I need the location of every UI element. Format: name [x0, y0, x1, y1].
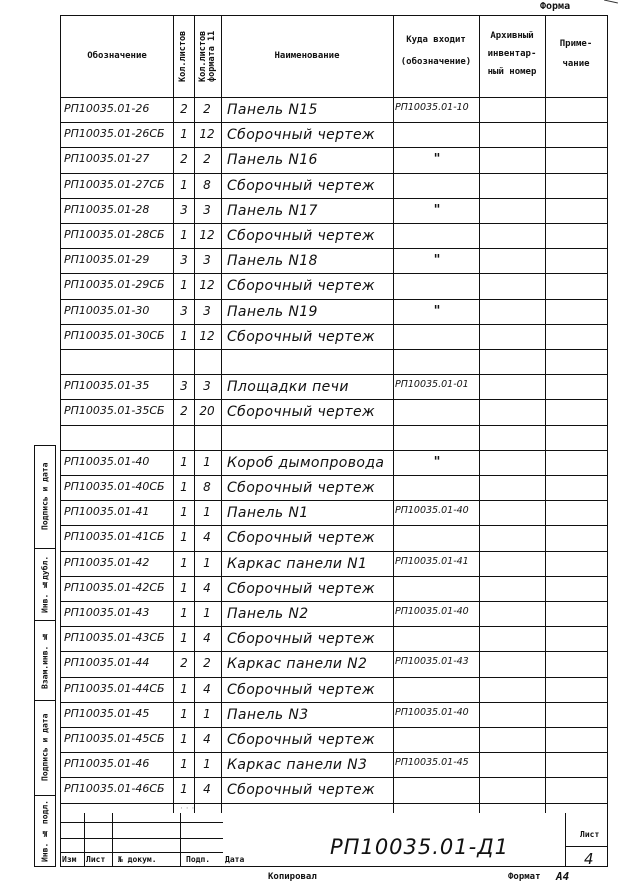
row-rule — [60, 349, 608, 350]
row-designation: РП10035.01-27СБ — [64, 177, 165, 191]
row-where-used: РП10035.01-10 — [395, 102, 469, 113]
row-sheets-count: 1 — [180, 505, 188, 520]
tb-rule — [565, 846, 608, 847]
side-rule — [34, 620, 56, 621]
row-sheets-format: 12 — [199, 328, 215, 343]
row-sheets-count: 3 — [180, 202, 188, 217]
row-designation: РП10035.01-30 — [64, 303, 150, 317]
row-where-used: РП10035.01-01 — [395, 379, 469, 391]
row-sheets-count: 3 — [180, 379, 188, 394]
row-sheets-format: 3 — [203, 253, 211, 268]
row-rule — [60, 626, 608, 627]
row-sheets-format: 3 — [203, 202, 211, 217]
col-divider — [479, 15, 480, 813]
row-name: Сборочный чертеж — [227, 530, 376, 547]
row-designation: РП10035.01-40СБ — [64, 480, 165, 493]
row-sheets-format: 2 — [203, 656, 211, 671]
row-name: Каркас панели N2 — [227, 656, 368, 673]
row-designation: РП10035.01-45СБ — [64, 732, 165, 745]
tb-divider — [180, 813, 181, 867]
row-sheets-format: 3 — [203, 303, 211, 318]
header-name: Наименование — [274, 50, 340, 61]
header-note-2: чание — [562, 58, 590, 69]
side-label: Подпись и дата — [40, 462, 50, 530]
header-sheets-format: Кол.листов формата 11 — [198, 30, 217, 82]
row-name: Сборочный чертеж — [227, 127, 376, 144]
row-sheets-count: 1 — [180, 328, 188, 343]
row-designation: РП10035.01-44СБ — [64, 681, 165, 695]
row-rule — [60, 425, 608, 426]
row-rule — [60, 576, 608, 577]
row-name: Сборочный чертеж — [227, 732, 376, 748]
tb-date: Дата — [225, 855, 245, 864]
row-where-used: РП10035.01-40 — [395, 606, 469, 617]
tb-list: Лист — [86, 855, 106, 864]
row-sheets-count: 1 — [180, 127, 188, 142]
row-rule — [60, 147, 608, 148]
row-sheets-format: 3 — [203, 379, 211, 394]
row-rule — [60, 525, 608, 526]
header-sheets-count: Кол.листов — [178, 30, 189, 82]
header-archive-3: ный номер — [487, 66, 537, 77]
row-rule — [60, 475, 608, 476]
side-rule — [34, 548, 56, 549]
row-where-used: " — [433, 253, 441, 269]
row-name: Панель N2 — [227, 606, 309, 622]
row-designation: РП10035.01-42СБ — [64, 580, 165, 594]
faint-stamp: · · · — [180, 804, 195, 814]
row-name: Сборочный чертеж — [227, 278, 376, 295]
row-sheets-format: 4 — [203, 782, 211, 797]
row-rule — [60, 324, 608, 325]
row-rule — [60, 777, 608, 778]
side-label: Подпись и дата — [40, 713, 50, 782]
document-code: РП10035.01-Д1 — [330, 835, 510, 859]
row-sheets-format: 20 — [199, 404, 215, 419]
tb-sign: Подп. — [186, 855, 211, 864]
row-sheets-format: 4 — [203, 732, 211, 746]
row-where-used: РП10035.01-40 — [395, 706, 469, 718]
row-designation: РП10035.01-43 — [64, 606, 150, 619]
row-rule — [60, 651, 608, 652]
row-designation: РП10035.01-46 — [64, 757, 150, 771]
side-label: Инв. № подл. — [40, 800, 50, 862]
col-divider — [545, 15, 546, 813]
footer-copied: Копировал — [268, 872, 317, 882]
row-rule — [60, 551, 608, 552]
row-rule — [60, 803, 608, 804]
row-where-used: " — [433, 303, 441, 319]
row-name: Панель N17 — [227, 202, 318, 219]
row-designation: РП10035.01-42 — [64, 555, 150, 569]
footer-format-label: Формат — [508, 872, 541, 882]
row-sheets-format: 1 — [203, 454, 211, 469]
row-sheets-count: 1 — [180, 228, 188, 242]
row-designation: РП10035.01-27 — [64, 152, 150, 166]
row-sheets-count: 1 — [180, 278, 188, 293]
row-sheets-format: 2 — [203, 152, 211, 167]
row-rule — [60, 601, 608, 602]
row-sheets-format: 1 — [203, 555, 211, 570]
row-designation: РП10035.01-26 — [64, 102, 150, 115]
row-designation: РП10035.01-41 — [64, 505, 150, 519]
col-divider — [221, 15, 222, 813]
row-name: Сборочный чертеж — [227, 228, 376, 244]
row-name: Панель N3 — [227, 706, 309, 723]
side-label: Инв. №дубл. — [40, 555, 50, 613]
header-where-2: (обозначение) — [400, 56, 472, 67]
row-designation: РП10035.01-30СБ — [64, 328, 165, 342]
row-sheets-count: 1 — [180, 706, 188, 721]
row-name: Сборочный чертеж — [227, 328, 376, 345]
row-name: Площадки печи — [227, 379, 349, 396]
row-rule — [60, 702, 608, 703]
corner-mark — [604, 0, 618, 3]
row-sheets-count: 2 — [180, 656, 188, 671]
row-sheets-count: 1 — [180, 580, 188, 595]
row-where-used: РП10035.01-41 — [395, 555, 469, 567]
row-name: Панель N15 — [227, 102, 318, 118]
header-rule — [60, 97, 608, 98]
row-sheets-count: 2 — [180, 152, 188, 167]
row-sheets-format: 8 — [203, 480, 211, 494]
row-name: Сборочный чертеж — [227, 631, 376, 648]
row-name: Сборочный чертеж — [227, 580, 376, 597]
row-name: Сборочный чертеж — [227, 404, 376, 421]
header-archive-2: инвентар- — [487, 48, 537, 59]
row-sheets-count: 1 — [180, 454, 188, 469]
row-rule — [60, 374, 608, 375]
row-name: Сборочный чертеж — [227, 177, 376, 194]
row-designation: РП10035.01-41СБ — [64, 530, 165, 544]
row-rule — [60, 399, 608, 400]
row-sheets-count: 1 — [180, 732, 188, 746]
row-designation: РП10035.01-28 — [64, 202, 150, 216]
row-where-used: РП10035.01-45 — [395, 757, 469, 769]
row-sheets-format: 8 — [203, 177, 211, 192]
tb-sheet-number: 4 — [584, 850, 594, 868]
row-designation: РП10035.01-29 — [64, 253, 150, 267]
row-rule — [60, 173, 608, 174]
side-rule — [34, 795, 56, 796]
col-divider — [393, 15, 394, 813]
form-label: Форма — [540, 1, 571, 12]
row-name: Панель N16 — [227, 152, 318, 169]
row-where-used: " — [433, 152, 441, 168]
row-designation: РП10035.01-45 — [64, 706, 150, 720]
row-sheets-format: 12 — [199, 127, 215, 142]
row-sheets-format: 1 — [203, 757, 211, 772]
row-name: Короб дымопровода — [227, 454, 385, 471]
side-label: Взам.инв. № — [40, 631, 50, 689]
row-sheets-count: 3 — [180, 303, 188, 318]
row-rule — [60, 752, 608, 753]
row-where-used: РП10035.01-43 — [395, 656, 469, 668]
header-designation: Обозначение — [87, 50, 147, 61]
row-sheets-count: 2 — [180, 102, 188, 116]
row-rule — [60, 677, 608, 678]
row-sheets-count: 1 — [180, 631, 188, 646]
row-sheets-count: 3 — [180, 253, 188, 268]
row-rule — [60, 198, 608, 199]
row-sheets-format: 4 — [203, 631, 211, 646]
row-sheets-count: 1 — [180, 177, 188, 192]
row-rule — [60, 500, 608, 501]
tb-izm: Изм — [62, 855, 77, 864]
tb-divider — [112, 813, 113, 867]
row-sheets-count: 1 — [180, 757, 188, 772]
row-rule — [60, 727, 608, 728]
row-rule — [60, 273, 608, 274]
row-sheets-format: 12 — [199, 278, 215, 293]
row-sheets-count: 1 — [180, 606, 188, 620]
row-where-used: " — [433, 454, 441, 470]
row-where-used: " — [433, 202, 441, 218]
row-designation: РП10035.01-35СБ — [64, 404, 165, 418]
row-sheets-format: 1 — [203, 606, 211, 620]
row-name: Каркас панели N1 — [227, 555, 368, 572]
row-designation: РП10035.01-26СБ — [64, 127, 165, 141]
row-name: Панель N18 — [227, 253, 318, 270]
row-sheets-count: 1 — [180, 782, 188, 797]
row-where-used: РП10035.01-40 — [395, 505, 469, 517]
row-sheets-count: 2 — [180, 404, 188, 419]
side-rule — [34, 700, 56, 701]
row-sheets-count: 1 — [180, 480, 188, 494]
tb-sheet-label: Лист — [580, 830, 600, 839]
row-sheets-format: 1 — [203, 505, 211, 520]
row-name: Сборочный чертеж — [227, 782, 376, 799]
row-name: Каркас панели N3 — [227, 757, 368, 774]
row-sheets-format: 1 — [203, 706, 211, 721]
header-note-1: Приме- — [559, 38, 593, 49]
row-rule — [60, 122, 608, 123]
row-sheets-count: 1 — [180, 555, 188, 570]
row-sheets-format: 2 — [203, 102, 211, 116]
row-designation: РП10035.01-40 — [64, 454, 150, 468]
row-designation: РП10035.01-29СБ — [64, 278, 165, 292]
row-name: Сборочный чертеж — [227, 480, 376, 496]
header-where-1: Куда входит — [406, 34, 466, 45]
row-sheets-format: 12 — [199, 228, 215, 242]
row-sheets-format: 4 — [203, 580, 211, 595]
row-designation: РП10035.01-28СБ — [64, 228, 165, 241]
header-archive-1: Архивный — [490, 30, 534, 41]
row-sheets-format: 4 — [203, 681, 211, 696]
row-designation: РП10035.01-35 — [64, 379, 150, 393]
footer-format-value: А4 — [556, 870, 570, 883]
row-name: Панель N19 — [227, 303, 318, 320]
row-sheets-count: 1 — [180, 530, 188, 545]
row-name: Сборочный чертеж — [227, 681, 376, 698]
row-name: Панель N1 — [227, 505, 309, 522]
row-rule — [60, 299, 608, 300]
row-designation: РП10035.01-43СБ — [64, 631, 165, 645]
tb-divider — [84, 813, 85, 867]
row-sheets-count: 1 — [180, 681, 188, 696]
tb-divider — [565, 813, 566, 867]
row-rule — [60, 248, 608, 249]
row-rule — [60, 223, 608, 224]
row-rule — [60, 450, 608, 451]
tb-doc-no: № докум. — [118, 855, 157, 864]
row-designation: РП10035.01-46СБ — [64, 782, 165, 796]
row-sheets-format: 4 — [203, 530, 211, 545]
row-designation: РП10035.01-44 — [64, 656, 150, 670]
